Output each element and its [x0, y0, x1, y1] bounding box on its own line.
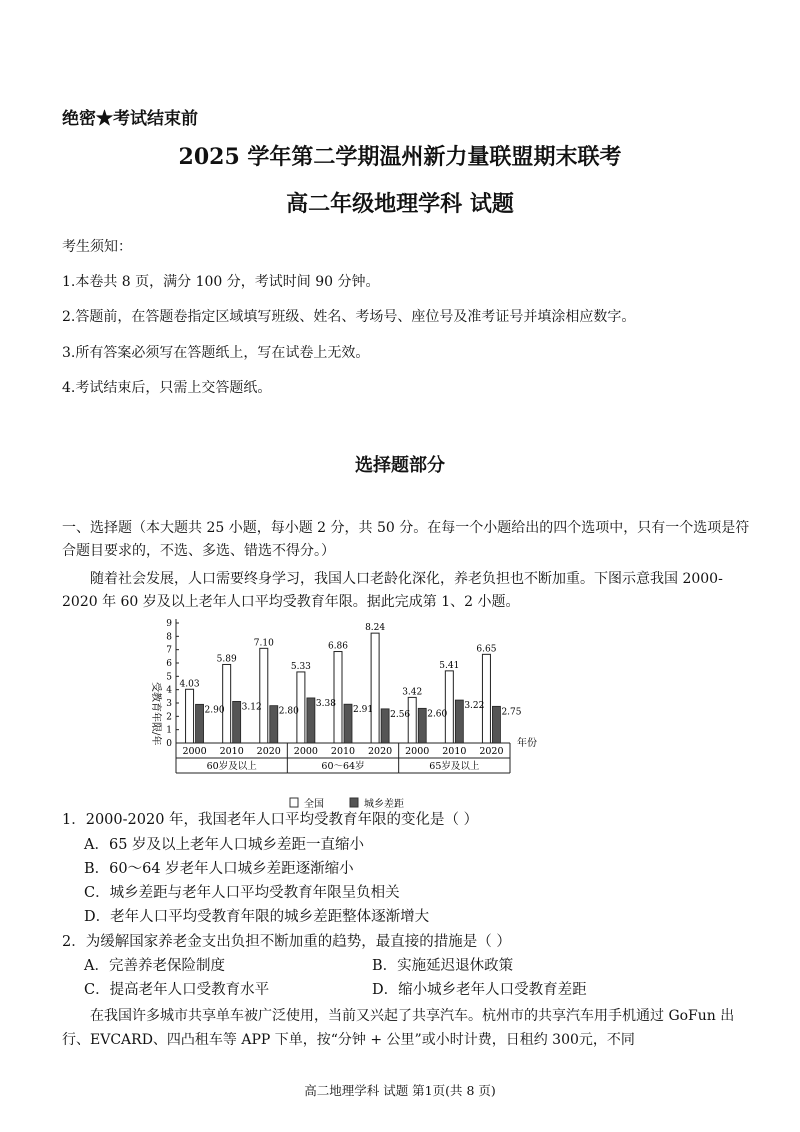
chart-y-tick-label: 4	[166, 685, 172, 696]
chart-y-tick-label: 8	[166, 632, 172, 643]
question-2-option-c: C．提高老年人口受教育水平	[84, 982, 270, 998]
material-paragraph-2: 在我国许多城市共享单车被广泛使用，当前又兴起了共享汽车。杭州市的共享汽车用手机通过 GoFun 出行、EVCARD、四凸租车等 APP 下单，按“分钟 + 公里”或小时计费，日租约 300元，不同	[62, 1008, 735, 1048]
exam-subtitle: 高二年级地理学科 试题	[286, 191, 514, 217]
chart-category-label: 2010	[442, 746, 467, 757]
chart-category-label: 2000	[182, 746, 207, 757]
chart-y-tick-label: 1	[166, 725, 172, 736]
chart-xlabel: 年份	[517, 738, 537, 749]
confidential-label: 绝密★考试结束前	[62, 109, 198, 129]
chart-data-label-national: 5.89	[216, 654, 237, 665]
chart-data-label-gap: 2.91	[353, 705, 374, 716]
chart-bar-national	[223, 664, 231, 743]
chart-bar-gap	[307, 698, 315, 743]
chart-category-label: 2020	[368, 746, 393, 757]
chart-category-label: 2000	[293, 746, 318, 757]
chart-data-label-gap: 2.60	[427, 709, 448, 720]
chart-category-label: 2020	[256, 746, 281, 757]
chart-bar-national	[186, 689, 194, 743]
chart-data-label-gap: 3.12	[241, 702, 262, 713]
material-paragraph: 随着社会发展，人口需要终身学习，我国人口老龄化深化，养老负担也不断加重。下图示意我国 2000-2020 年 60 岁及以上老年人口平均受教育年限。据此完成第 1、2 小题。	[62, 571, 723, 610]
chart-bar-gap	[344, 704, 352, 743]
notice-item: 3.所有答案必须写在答题纸上，写在试卷上无效。	[62, 345, 370, 361]
section-title: 选择题部分	[355, 455, 445, 476]
legend-gap: 城乡差距	[364, 799, 404, 810]
chart-data-label-gap: 2.75	[501, 707, 522, 718]
chart-y-tick-label: 2	[166, 712, 172, 723]
chart-y-tick-label: 6	[166, 659, 172, 669]
chart-data-label-gap: 2.80	[278, 706, 299, 717]
chart-category-label: 2000	[405, 746, 430, 757]
chart-y-tick-label: 7	[166, 645, 172, 656]
notice-item: 1.本卷共 8 页，满分 100 分，考试时间 90 分钟。	[62, 274, 380, 290]
chart-data-label-gap: 3.22	[464, 701, 485, 712]
chart-data-label-gap: 2.56	[390, 709, 411, 720]
chart-category-label: 2010	[219, 746, 244, 757]
question-1-option-b: B．60～64 岁老年人口城乡差距逐渐缩小	[84, 861, 354, 877]
chart-data-label-gap: 3.38	[315, 698, 336, 709]
chart-y-tick-label: 9	[166, 619, 172, 629]
page-footer: 高二地理学科 试题 第1页(共 8 页)	[304, 1083, 496, 1098]
chart-data-label-national: 6.65	[476, 644, 497, 655]
chart-bar-national	[260, 648, 268, 743]
chart-data-label-national: 5.33	[290, 661, 311, 672]
chart-data-label-national: 5.41	[439, 660, 460, 671]
chart-data-label-national: 7.10	[253, 638, 274, 649]
chart-bar-national	[371, 633, 379, 743]
legend-swatch-national	[290, 798, 298, 807]
question-2-option-d: D．缩小城乡老年人口受教育差距	[372, 982, 587, 998]
chart-bar-gap	[492, 706, 500, 743]
question-1-option-c: C．城乡差距与老年人口平均受教育年限呈负相关	[84, 885, 400, 901]
chart-data-label-gap: 2.90	[204, 705, 225, 716]
chart-y-tick-label: 5	[166, 672, 172, 683]
chart-data-label-national: 8.24	[365, 623, 386, 634]
chart-bar-national	[445, 671, 453, 743]
chart-category-label: 2010	[330, 746, 356, 757]
chart-data-label-national: 6.86	[327, 641, 349, 652]
section-intro: 一、选择题（本大题共 25 小题，每小题 2 分，共 50 分。在每一个小题给出的四个选项中，只有一个选项是符合题目要求的，不选、多选、错选不得分。）	[62, 520, 750, 559]
notice-heading: 考生须知：	[62, 239, 132, 255]
chart-group-label: 60岁及以上	[206, 761, 257, 772]
chart-bar-national	[408, 697, 416, 743]
chart-bar-gap	[270, 706, 278, 743]
chart-ylabel: 受教育年限/年	[150, 682, 161, 746]
chart-data-label-national: 3.42	[402, 687, 423, 698]
chart-group-label: 60～64岁	[321, 761, 365, 772]
question-2-option-a: A．完善养老保险制度	[84, 958, 225, 974]
chart-bar-national	[482, 654, 490, 743]
question-2-stem: 2．为缓解国家养老金支出负担不断加重的趋势，最直接的措施是（ ）	[62, 934, 511, 950]
chart-y-tick-label: 3	[166, 699, 172, 709]
chart-bar-gap	[196, 704, 204, 743]
chart-bar-national	[334, 652, 342, 743]
question-2-option-b: B．实施延迟退休政策	[372, 958, 514, 974]
question-1-option-a: A．65 岁及以上老年人口城乡差距一直缩小	[84, 837, 365, 853]
notice-item: 2.答题前，在答题卷指定区域填写班级、姓名、考场号、座位号及准考证号并填涂相应数字。	[62, 309, 636, 325]
education-chart	[140, 612, 540, 812]
question-1-option-d: D．老年人口平均受教育年限的城乡差距整体逐渐增大	[84, 909, 430, 925]
chart-y-tick-label: 0	[166, 739, 172, 749]
legend-swatch-gap	[350, 798, 358, 807]
legend-national: 全国	[304, 799, 324, 810]
question-1-stem: 1．2000-2020 年，我国老年人口平均受教育年限的变化是（ ）	[62, 812, 479, 828]
chart-bar-gap	[233, 701, 241, 743]
chart-bar-gap	[455, 700, 463, 743]
chart-group-label: 65岁及以上	[429, 761, 480, 772]
exam-title: 2025 学年第二学期温州新力量联盟期末联考	[178, 144, 622, 170]
chart-bar-gap	[418, 708, 426, 743]
chart-data-label-national: 4.03	[179, 679, 200, 690]
chart-bar-gap	[381, 709, 389, 743]
notice-item: 4.考试结束后，只需上交答题纸。	[62, 380, 272, 396]
chart-category-label: 2020	[479, 746, 504, 757]
